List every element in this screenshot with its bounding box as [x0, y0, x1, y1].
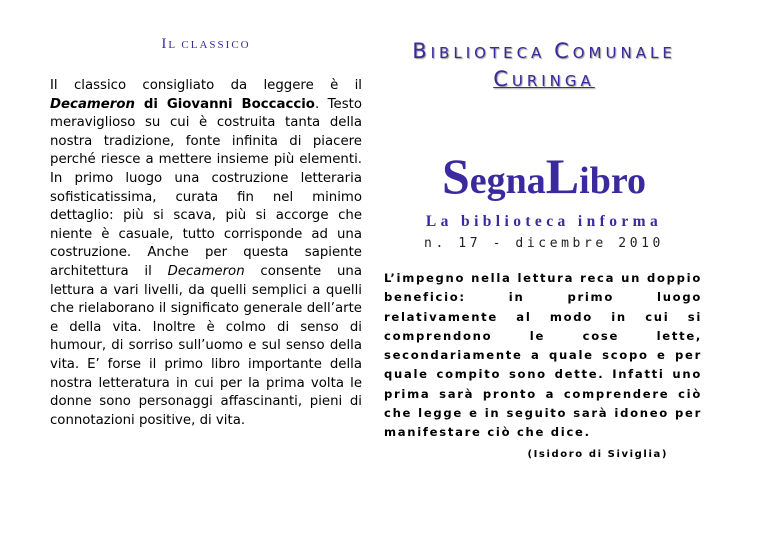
library-name — [384, 38, 704, 94]
book-author: Giovanni Boccaccio — [166, 96, 315, 112]
library-name-line — [384, 38, 704, 66]
book-title-2: Decameron — [167, 263, 245, 279]
classic-description — [50, 77, 362, 430]
intro-text: Il classico consigliato da leggere è il — [50, 78, 362, 93]
section-title-rest: L CLASSICO — [168, 39, 251, 51]
city-initial: C — [493, 67, 512, 91]
lib-initial-b: B — [412, 39, 431, 63]
lib-initial-c: C — [554, 39, 573, 63]
lib-word-1: IBLIOTECA — [430, 44, 555, 62]
issue-info: n. 17 - dicembre 2010 — [424, 236, 664, 251]
body-text-2: consente una lettura a vari livelli, da quelli semplici a quelli che rielaborano il significato generale dell’arte e della vita. Inoltre è colmo di senso di humour, di sorriso sull’uomo e sul senso della vita. E’ forse il primo libro importante della nostra letteratura in cui per la prima volta le donne sono personaggi affascinanti, pieni di connotazioni positive, di vita. — [50, 263, 362, 428]
masthead-title — [384, 148, 704, 205]
by-label: di — [134, 96, 167, 112]
quote-text: L’impegno nella lettura reca un doppio beneficio: in primo luogo relativamente al modo in cui si comprendono le cose lette, secondariamente a quale scopo e per quale compito sono dette. Infatti uno prima sarà pronto a comprendere ciò che legge e in seguito sarà idoneo per manifestare ciò che dice. — [384, 271, 702, 440]
mast-egna: egna — [469, 160, 546, 202]
quote-author: (Isidoro di Siviglia) — [527, 448, 668, 460]
city-rest: URINGA — [511, 72, 595, 90]
left-column — [50, 36, 362, 430]
tagline: La biblioteca informa — [425, 213, 663, 230]
library-city — [384, 66, 704, 94]
mast-ibro: ibro — [579, 160, 647, 202]
mast-s: S — [441, 148, 470, 204]
mast-l: L — [545, 148, 580, 204]
section-title — [50, 36, 362, 53]
right-column — [384, 38, 704, 460]
lib-word-2: OMUNALE — [572, 44, 676, 62]
section-title-initial: I — [161, 36, 169, 52]
body-text-1: . Testo meraviglioso su cui è costruita tanta della nostra tradizione, fonte infinita di piacere perché riesce a mettere insieme più elementi. In primo luogo una costruzione letteraria sofisticatissima, curata fin nel minimo dettaglio: più si scava, più si accorge che niente è casuale, tutto corrisponde ad una costruzione. Anche per questa sapiente architettura il — [50, 96, 362, 279]
book-title: Decameron — [50, 96, 135, 112]
